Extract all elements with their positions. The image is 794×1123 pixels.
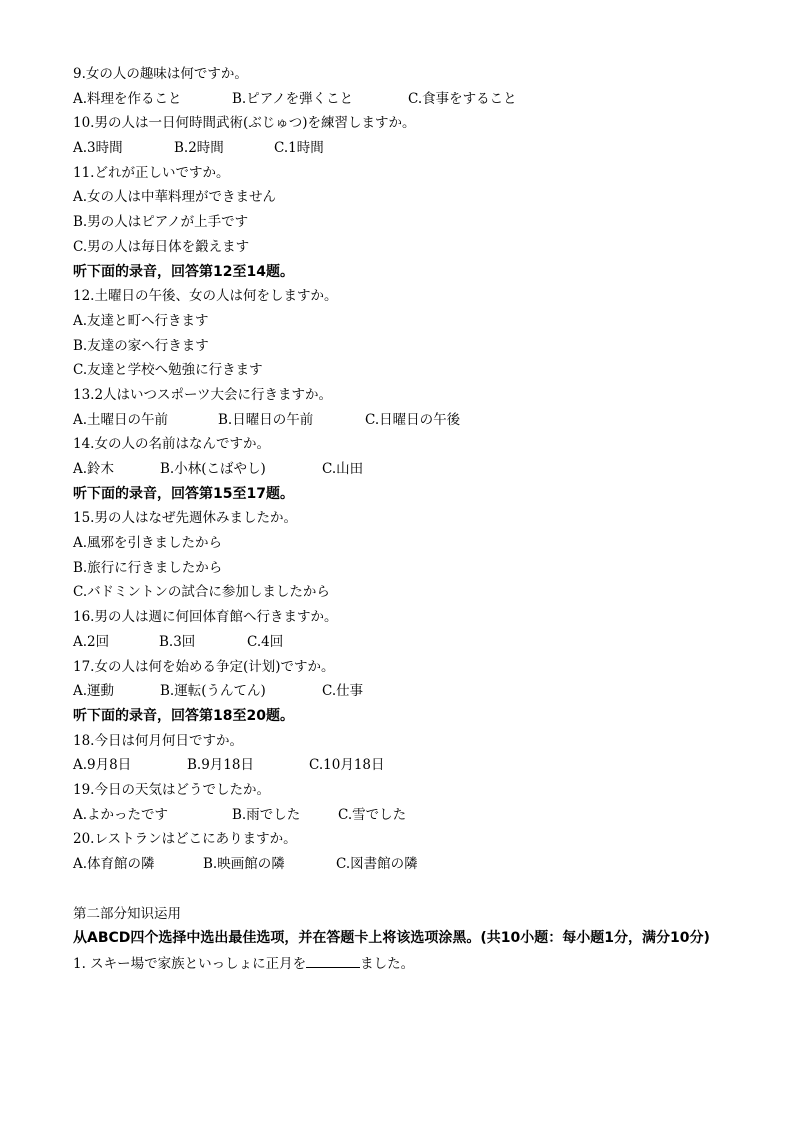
option-b: B.映画館の隣 [203,856,285,872]
question-12: 12.土曜日の午後、女の人は何をしますか。 [73,288,338,305]
question-10-options [73,136,733,161]
option-c: C.バドミントンの試合に参加しましたから [73,584,330,601]
question-20-options [73,852,733,877]
part-two-title: 第二部分知识运用 [73,905,181,922]
section-gap [73,877,733,902]
option-a: A.よかったです [73,806,169,823]
option-c: C.友達と学校へ勉強に行きます [73,362,263,379]
question-14: 14.女の人の名前はなんですか。 [73,436,270,453]
section-heading-18-20: 听下面的录音，回答第18至20题。 [73,707,294,724]
option-a: A.体育館の隣 [73,856,155,872]
option-c: C.日曜日の午後 [365,411,461,428]
question-19: 19.今日の天気はどうでしたか。 [73,781,270,798]
question-9: 9.女の人の趣味は何ですか。 [73,66,248,82]
option-a: A.3時間 [73,140,123,157]
question-16: 16.男の人は週に何回体育館へ行きますか。 [73,609,338,626]
answer-blank [306,953,360,968]
option-a: A.料理を作ること [73,90,182,107]
question-17: 17.女の人は何を始める争定(计划)ですか。 [73,658,335,675]
option-c: C.1時間 [274,140,324,157]
option-c: C.仕事 [322,683,364,700]
question-17-options [73,679,733,704]
question-10: 10.男の人は一日何時間武術(ぶじゅつ)を練習しますか。 [73,115,416,132]
option-b: B.雨でした [232,806,301,823]
part-two-question-1 [73,952,733,977]
option-a: A.風邪を引きましたから [73,535,223,552]
option-c: C.男の人は毎日体を鍛えます [73,238,250,255]
option-c: C.山田 [322,461,364,477]
option-c: C.食事をすること [408,90,517,107]
question-1-text-before: 1. スキー場で家族といっしょに正月を [73,956,307,973]
question-15: 15.男の人はなぜ先週休みましたか。 [73,510,297,527]
question-9-options [73,87,733,112]
section-heading-15-17: 听下面的录音，回答第15至17题。 [73,485,294,502]
option-b: B.9月18日 [187,757,254,774]
question-1-text-after: ました。 [360,956,415,973]
option-b: B.ピアノを弾くこと [232,90,354,107]
part-two-instruction: 从ABCD四个选择中选出最佳选项，并在答题卡上将该选项涂黑。(共10小题：每小题1分，满分10分) [73,930,710,947]
option-a: A.土曜日の午前 [73,411,169,428]
question-18: 18.今日は何月何日ですか。 [73,732,243,749]
question-13-options [73,408,733,433]
option-b: B.2時間 [174,140,224,157]
question-19-options [73,803,733,828]
question-18-options [73,753,733,778]
option-a: A.運動 [73,683,115,700]
option-b: B.男の人はピアノが上手です [73,214,249,231]
option-b: B.運転(うんてん) [160,683,266,700]
question-11: 11.どれが正しいですか。 [73,164,230,181]
option-a: A.友達と町へ行きます [73,312,209,329]
option-a: A.女の人は中華料理ができません [73,189,277,206]
option-c: C.図書館の隣 [336,856,418,872]
option-c: C.4回 [247,633,284,650]
option-a: A.鈴木 [73,461,115,477]
question-14-options [73,457,733,482]
question-13: 13.2人はいつスポーツ大会に行きますか。 [73,386,333,403]
option-b: B.小林(こばやし) [160,461,266,477]
option-b: B.3回 [159,633,196,650]
option-b: B.日曜日の午前 [218,411,314,428]
question-16-options [73,630,733,655]
option-a: A.9月8日 [73,757,132,774]
question-20: 20.レストランはどこにありますか。 [73,831,297,848]
option-c: C.10月18日 [309,757,385,774]
option-b: B.友達の家へ行きます [73,337,209,354]
option-a: A.2回 [73,633,110,650]
option-c: C.雪でした [338,806,407,823]
exam-page [73,62,733,977]
section-heading-12-14: 听下面的录音，回答第12至14题。 [73,263,294,280]
option-b: B.旅行に行きましたから [73,559,223,576]
